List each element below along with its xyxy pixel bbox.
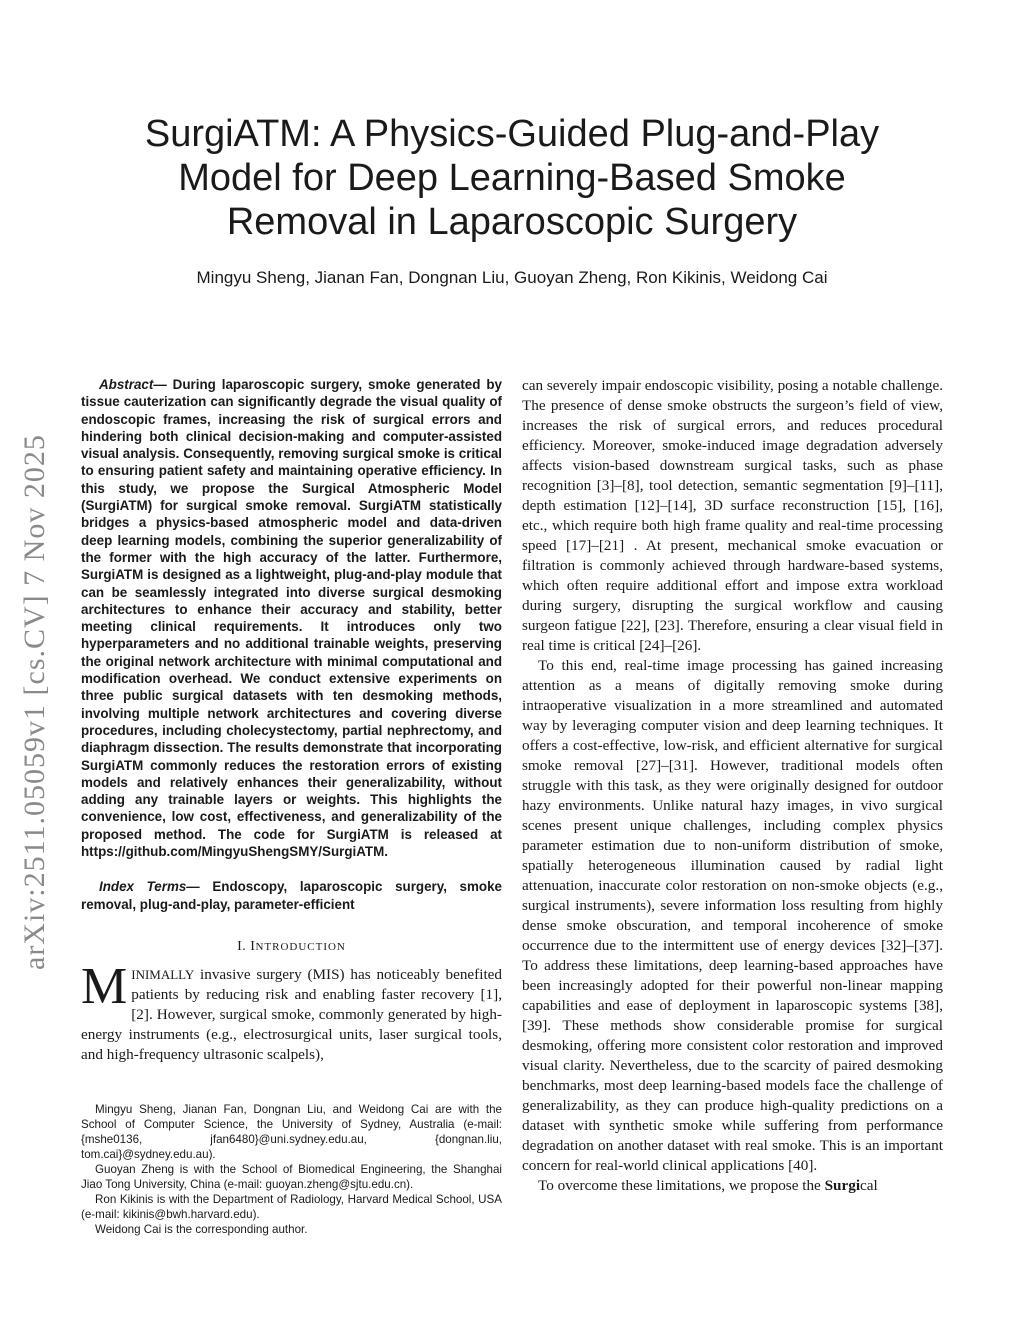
footnote-affiliation-1: Mingyu Sheng, Jianan Fan, Dongnan Liu, and Weidong Cai are with the School of Computer Science, the University of Sydney, Australia (e-mail: {mshe0136, jfan6480}@uni.sydney.edu.au, {dongnan.liu, tom.cai}@sydney.edu.au). xyxy=(81,1103,502,1161)
intro-smallcaps: INIMALLY xyxy=(131,966,195,982)
index-terms-label: Index Terms xyxy=(99,879,187,895)
abstract-label: Abstract xyxy=(99,377,154,392)
intro-paragraph xyxy=(81,957,502,1065)
abstract xyxy=(81,376,502,860)
arxiv-stamp: arXiv:2511.05059v1 [cs.CV] 7 Nov 2025 xyxy=(18,434,51,970)
para3-bold: Surgi xyxy=(824,1177,861,1194)
index-terms-text: Endoscopy, laparoscopic surgery, smoke removal, plug-and-play, parameter-efficient xyxy=(81,879,502,912)
paper-title xyxy=(100,112,924,244)
title-line-3: Removal in Laparoscopic Surgery xyxy=(226,201,798,243)
footnote-corresponding: Weidong Cai is the corresponding author. xyxy=(95,1223,308,1236)
footnote-affiliation-3: Ron Kikinis is with the Department of Radiology, Harvard Medical School, USA (e-mail: kikinis@bwh.harvard.edu). xyxy=(81,1193,502,1221)
footnote-affiliation-2: Guoyan Zheng is with the School of Biomedical Engineering, the Shanghai Jiao Tong University, China (e-mail: guoyan.zheng@sjtu.edu.cn). xyxy=(81,1163,502,1191)
left-column xyxy=(81,376,502,1065)
footnotes xyxy=(81,1102,502,1237)
para3-start: To overcome these limitations, we propose the xyxy=(538,1177,825,1194)
title-line-1: SurgiATM: A Physics-Guided Plug-and-Play xyxy=(144,113,880,155)
right-paragraph-2: To this end, real-time image processing has gained increasing attention as a means of digitally removing smoke during intraoperative visualization in a more streamlined and automated way by leveraging computer vision and deep learning techniques. It offers a cost-effective, low-risk, and efficient alternative for surgical smoke removal [27]–[31]. However, traditional models often struggle with this task, as they were originally designed for outdoor hazy environments. Unlike natural hazy images, in vivo surgical scenes present unique challenges, including complex physics parameter estimation due to non-uniform distribution of smoke, spatially heterogeneous illumination caused by radial light attenuation, inaccurate color restoration on non-smoke objects (e.g., surgical instruments), severe information loss resulting from highly dense smoke obscuration, and temporal incoherence of smoke occurrence due to the intermittent use of energy devices [32]–[37]. To address these limitations, deep learning-based approaches have been increasingly adopted for their powerful non-linear mapping capabilities and ease of deployment in laparoscopic systems [38], [39]. These methods show considerable promise for surgical desmoking, offering more consistent color restoration and improved visual clarity. Nevertheless, due to the scarcity of paired desmoking benchmarks, most deep learning-based models face the challenge of generalizability, as they can produce high-quality predictions on a dataset with synthetic smoke while suffering from performance degradation on another dataset with real smoke. This is an important concern for real-world clinical applications [40]. xyxy=(522,657,943,1174)
abstract-dash: — xyxy=(153,377,167,392)
section-heading-introduction xyxy=(81,939,502,955)
index-terms-dash: — xyxy=(186,879,200,895)
drop-cap: M xyxy=(81,957,128,1015)
index-terms xyxy=(81,878,502,913)
section-title-first: I xyxy=(250,938,256,954)
right-paragraph-1: can severely impair endoscopic visibility, posing a notable challenge. The presence of dense smoke obstructs the surgeon’s field of view, increases the risk of surgical errors, and reduces procedural efficiency. Moreover, smoke-induced image degradation adversely affects vision-based downstream surgical tasks, such as phase recognition [3]–[8], tool detection, semantic segmentation [9]–[11], depth estimation [12]–[14], 3D surface reconstruction [15], [16], etc., which require both high frame quality and real-time processing speed [17]–[21] . At present, mechanical smoke evacuation or filtration is commonly achieved through hardware-based systems, which often require additional effort and impose extra workload during surgery, disrupting the surgical workflow and causing surgeon fatigue [22], [23]. Therefore, ensuring a clear visual field in real time is critical [24]–[26]. xyxy=(522,377,943,654)
right-column xyxy=(522,376,943,1196)
section-title-rest: NTRODUCTION xyxy=(255,940,346,953)
title-line-2: Model for Deep Learning-Based Smoke xyxy=(178,157,846,199)
right-paragraph-3 xyxy=(522,1176,943,1196)
abstract-text: During laparoscopic surgery, smoke generated by tissue cauterization can significantly degrade the visual quality of endoscopic frames, increasing the risk of surgical errors and hindering both clinical decision-making and computer-assisted visual analysis. Consequently, removing surgical smoke is critical to ensuring patient safety and maintaining operative efficiency. In this study, we propose the Surgical Atmospheric Model (SurgiATM) for surgical smoke removal. SurgiATM statistically bridges a physics-based atmospheric model and data-driven deep learning models, combining the superior generalizability of the former with the high accuracy of the latter. Furthermore, SurgiATM is designed as a lightweight, plug-and-play module that can be seamlessly integrated into diverse surgical desmoking architectures to enhance their accuracy and stability, better meeting clinical requirements. It introduces only two hyperparameters and no additional trainable weights, preserving the original network architecture with minimal computational and modification overhead. We conduct extensive experiments on three public surgical datasets with ten desmoking methods, involving multiple network architectures and covering diverse procedures, including cholecystectomy, partial nephrectomy, and diaphragm dissection. The results demonstrate that incorporating SurgiATM commonly reduces the restoration errors of existing models and relatively enhances their generalizability, without adding any trainable layers or weights. This highlights the convenience, low cost, effectiveness, and generalizability of the proposed method. The code for SurgiATM is released at https://github.com/MingyuShengSMY/SurgiATM. xyxy=(81,377,502,860)
para3-end: cal xyxy=(860,1177,878,1194)
author-list: Mingyu Sheng, Jianan Fan, Dongnan Liu, Guoyan Zheng, Ron Kikinis, Weidong Cai xyxy=(196,268,828,287)
intro-text: invasive surgery (MIS) has noticeably benefited patients by reducing risk and enabling faster recovery [1], [2]. However, surgical smoke, commonly generated by high-energy instruments (e.g., electrosurgical units, laser surgical tools, and high-frequency ultrasonic scalpels), xyxy=(81,965,502,1063)
section-number: I. xyxy=(237,938,247,954)
